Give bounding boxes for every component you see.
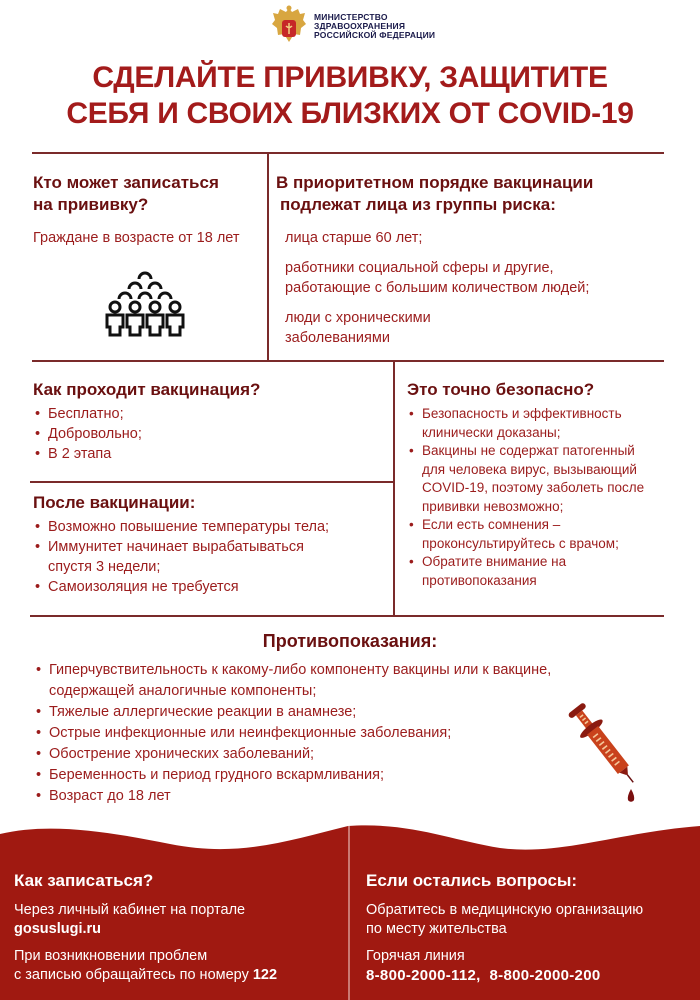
contra-item-1-line-2: содержащей аналогичные компоненты; (49, 683, 317, 699)
after-item (33, 537, 393, 577)
who-heading (33, 172, 263, 216)
who-heading-line-1: Кто может записаться (33, 173, 219, 192)
divider-bottom (30, 615, 664, 617)
safe-item-2-line-4: прививки невозможно; (422, 498, 564, 514)
contra-item (34, 660, 654, 702)
contra-heading: Противопоказания: (262, 631, 438, 651)
signup-heading: Как записаться? (14, 871, 154, 890)
logo-line-1: МИНИСТЕРСТВО (314, 12, 388, 22)
priority-item-3-line-2: заболеваниями (285, 330, 390, 346)
footer-right (366, 870, 696, 985)
safe-item-2-line-3: COVID-19, поэтому заболеть после (422, 480, 645, 495)
title-line-2: СЕБЯ И СВОИХ БЛИЗКИХ ОТ COVID-19 (66, 97, 634, 130)
divider-middle (32, 360, 664, 362)
safe-item-2-line-1: • Вакцины не содержат патогенный (422, 443, 635, 458)
contra-item: • Обострение хронических заболеваний; (34, 744, 654, 765)
coat-of-arms-icon (270, 4, 308, 46)
questions-text-1: Обратитесь в медицинскую организацию (366, 902, 644, 918)
who-heading-line-2: на прививку? (33, 195, 149, 214)
after-item: • Самоизоляция не требуется (33, 577, 393, 597)
logo-line-2: ЗДРАВООХРАНЕНИЯ (314, 21, 406, 31)
safe-item-1-line-2: клинически доказаны; (422, 424, 561, 440)
contra-item-1-line-1: • Гиперчувствительность к какому-либо компоненту вакцины или к вакцине, (49, 662, 552, 678)
after-heading: После вакцинации: (33, 493, 196, 512)
ministry-logo (270, 4, 440, 46)
divider-vertical-middle (393, 360, 395, 616)
priority-item-2 (285, 258, 676, 298)
safe-item-2-line-2: для человека вирус, вызывающий (422, 461, 637, 477)
who-text: Граждане в возрасте от 18 лет (33, 230, 240, 246)
questions-heading: Если остались вопросы: (366, 871, 578, 890)
priority-heading-line-2: подлежат лица из группы риска: (280, 195, 556, 214)
how-item: • Бесплатно; (33, 404, 383, 424)
page-title (0, 60, 700, 132)
divider-vertical-top (267, 152, 269, 360)
questions-text-2: по месту жительства (366, 921, 507, 937)
phone-122: 122 (252, 967, 278, 983)
contra-item: • Возраст до 18 лет (34, 786, 654, 807)
how-section (33, 379, 383, 464)
safe-item-4-line-2: противопоказания (422, 572, 537, 588)
people-group-icon (103, 267, 187, 337)
problem-phone-line (14, 966, 344, 985)
safe-heading: Это точно безопасно? (407, 380, 595, 399)
hotline-label: Горячая линия (366, 948, 465, 964)
contra-item: • Беременность и период грудного вскармливания; (34, 765, 654, 786)
divider-after (30, 481, 393, 483)
how-item: • Добровольно; (33, 424, 383, 444)
safe-section (407, 379, 692, 590)
gosuslugi-link[interactable]: gosuslugi.ru (14, 921, 101, 937)
footer-left (14, 870, 344, 985)
priority-item-1: лица старше 60 лет; (285, 230, 423, 246)
priority-item-3 (285, 308, 676, 348)
priority-item-3-line-1: люди с хроническими (285, 310, 431, 326)
problem-phone-prefix: с записью обращайтесь по номеру (14, 967, 253, 983)
safe-item-3-line-1: • Если есть сомнения – (422, 517, 561, 532)
priority-heading-line-1: В приоритетном порядке вакцинации (276, 173, 594, 192)
contra-item: • Тяжелые аллергические реакции в анамнезе; (34, 702, 654, 723)
priority-section (276, 172, 676, 348)
contra-section (34, 660, 654, 807)
signup-text: Через личный кабинет на портале (14, 902, 246, 918)
hotline-phones: 8-800-2000-112, 8-800-2000-200 (366, 967, 601, 984)
who-section (33, 172, 263, 248)
after-item-2-line-2: спустя 3 недели; (48, 559, 161, 575)
problem-text: При возникновении проблем (14, 948, 208, 964)
after-item: • Возможно повышение температуры тела; (33, 517, 393, 537)
divider-top (32, 152, 664, 154)
safe-item (407, 442, 692, 516)
safe-item-1-line-1: • Безопасность и эффективность (422, 406, 622, 421)
contra-item: • Острые инфекционные или неинфекционные заболевания; (34, 723, 654, 744)
how-item: • В 2 этапа (33, 444, 383, 464)
safe-item (407, 405, 692, 442)
logo-line-3: РОССИЙСКОЙ ФЕДЕРАЦИИ (314, 30, 436, 40)
safe-item-3-line-2: проконсультируйтесь с врачом; (422, 535, 619, 551)
syringe-icon (568, 695, 648, 805)
after-item-2-line-1: • Иммунитет начинает вырабатываться (48, 539, 304, 555)
title-line-1: СДЕЛАЙТЕ ПРИВИВКУ, ЗАЩИТИТЕ (92, 61, 608, 94)
safe-item-4-line-1: • Обратите внимание на (422, 554, 567, 569)
after-section (33, 492, 393, 597)
priority-heading (276, 172, 676, 216)
priority-item-2-line-1: работники социальной сферы и другие, (285, 260, 554, 276)
priority-item-2-line-2: работающие с большим количеством людей; (285, 280, 590, 296)
how-heading: Как проходит вакцинация? (33, 380, 261, 399)
safe-item (407, 553, 692, 590)
safe-item (407, 516, 692, 553)
